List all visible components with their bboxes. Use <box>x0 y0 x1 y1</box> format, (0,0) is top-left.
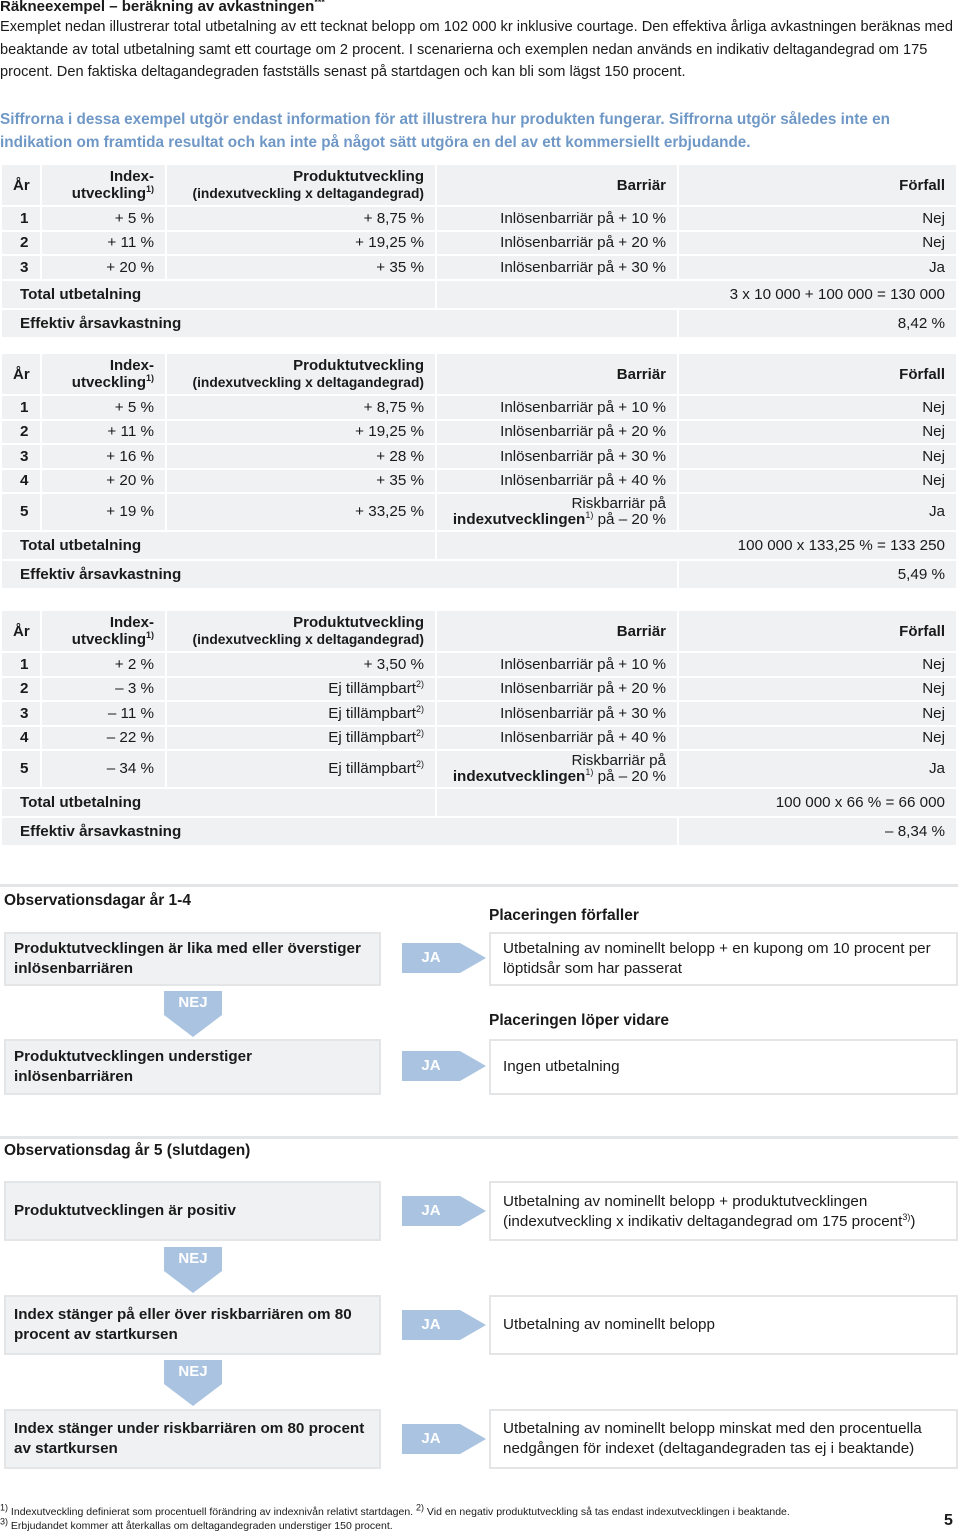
table-row: 2 + 11 % + 19,25 % Inlösenbarriär på + 20 % Nej <box>2 421 956 444</box>
total-row: Total utbetalning 100 000 x 66 % = 66 000 <box>2 789 956 816</box>
table-row: 5 – 34 % Ej tillämpbart$^{2)}$ Riskbarriär på indexutvecklingen$^{1)}$ på – 20 % Ja <box>2 751 956 787</box>
flow2-outcome-box-2: Utbetalning av nominellt belopp <box>489 1295 958 1355</box>
effective-row: Effektiv årsavkastning – 8,34 % <box>2 818 956 845</box>
scenario-table-3 <box>0 609 958 847</box>
scenario-table-2 <box>0 352 958 590</box>
header-product: Produktutveckling (indexutveckling x deltagandegrad) <box>167 611 435 651</box>
header-product: Produktutveckling (indexutveckling x deltagandegrad) <box>167 354 435 394</box>
total-row: Total utbetalning 3 x 10 000 + 100 000 = 130 000 <box>2 281 956 308</box>
flow1-continues-label: Placeringen löper vidare <box>489 1012 670 1029</box>
no-arrow: NEJ <box>164 1247 222 1297</box>
header-barrier: Barriär <box>437 165 677 205</box>
flow1-outcome-box-2: Ingen utbetalning <box>489 1039 958 1095</box>
intro-text: Exemplet nedan illustrerar total utbetalning av ett tecknat belopp om 102 000 kr inklusive courtage. Den effektiva årliga avkastningen beräknas med beaktande av total utbetalning samt ett courtage om 2 procent. I scenarierna och exemplen nedan används en indikativ deltagandegrad om 175 procent. Den faktiska deltagandegraden fastställs senast på startdagen och kan bli som lägst 150 procent. <box>0 19 953 80</box>
table-row: 3 + 16 % + 28 % Inlösenbarriär på + 30 % Nej <box>2 445 956 468</box>
table-row: 2 + 11 % + 19,25 % Inlösenbarriär på + 20 % Nej <box>2 232 956 255</box>
header-maturity: Förfall <box>679 354 956 394</box>
footnotes: $^{1)}$ Indexutveckling definierat som procentuell förändring av indexnivån relativt startdagen. $^{2)}$ Vid en negativ produktutveckling så tas endast indexutvecklingen i beaktande. $^{3)}$ Erbjudandet kommer att återkallas om deltagandegraden understiger 150 procent. <box>0 1502 790 1532</box>
total-row: Total utbetalning 100 000 x 133,25 % = 133 250 <box>2 532 956 559</box>
flow2-title: Observationsdag år 5 (slutdagen) <box>4 1142 251 1159</box>
header-year: År <box>2 165 40 205</box>
table-row: 1 + 5 % + 8,75 % Inlösenbarriär på + 10 % Nej <box>2 207 956 230</box>
header-year: År <box>2 611 40 651</box>
no-arrow: NEJ <box>164 1360 222 1410</box>
yes-arrow: JA <box>402 1051 486 1081</box>
flow2-condition-box-3: Index stänger under riskbarriären om 80 procent av startkursen <box>4 1409 381 1469</box>
yes-arrow: JA <box>402 1310 486 1340</box>
header-index: Index- utveckling$^{1)}$ <box>42 611 165 651</box>
header-barrier: Barriär <box>437 611 677 651</box>
flow1-condition-box-2: Produktutvecklingen understiger inlösenbarriären <box>4 1039 381 1095</box>
flow2-condition-box-1: Produktutvecklingen är positiv <box>4 1181 381 1241</box>
section-rule <box>0 884 958 887</box>
header-maturity: Förfall <box>679 611 956 651</box>
page-heading: Räkneexempel – beräkning av avkastningen*** <box>0 0 325 15</box>
effective-row: Effektiv årsavkastning 5,49 % <box>2 561 956 588</box>
table-row: 2 – 3 % Ej tillämpbart$^{2)}$ Inlösenbarriär på + 20 % Nej <box>2 678 956 701</box>
table-row: 4 + 20 % + 35 % Inlösenbarriär på + 40 % Nej <box>2 470 956 493</box>
flow1-outcome-box-1: Utbetalning av nominellt belopp + en kupong om 10 procent per löptidsår som har passerat <box>489 932 958 986</box>
no-arrow: NEJ <box>164 991 222 1041</box>
disclaimer-note: Siffrorna i dessa exempel utgör endast information för att illustrera hur produkten fungerar. Siffrorna utgör således inte en indikation om framtida resultat och kan inte på något sätt utgöra en del av ett kommersiellt erbjudande. <box>0 111 890 151</box>
table-row: 3 – 11 % Ej tillämpbart$^{2)}$ Inlösenbarriär på + 30 % Nej <box>2 702 956 725</box>
yes-arrow: JA <box>402 1424 486 1454</box>
flow2-outcome-box-3: Utbetalning av nominellt belopp minskat med den procentuella nedgången för indexet (deltagandegraden tas ej i beaktande) <box>489 1409 958 1469</box>
header-index: Index- utveckling$^{1)}$ <box>42 354 165 394</box>
header-product: Produktutveckling (indexutveckling x deltagandegrad) <box>167 165 435 205</box>
flow1-matures-label: Placeringen förfaller <box>489 907 639 924</box>
scenario-table-1 <box>0 163 958 339</box>
table-row: 5 + 19 % + 33,25 % Riskbarriär på indexutvecklingen$^{1)}$ på – 20 % Ja <box>2 494 956 530</box>
table-row: 1 + 5 % + 8,75 % Inlösenbarriär på + 10 % Nej <box>2 396 956 419</box>
flow2-outcome-box-1: Utbetalning av nominellt belopp + produktutvecklingen (indexutveckling x indikativ deltagandegrad om 175 procent$^{3)}$) <box>489 1181 958 1241</box>
page-number: 5 <box>944 1512 953 1529</box>
header-index: Index- utveckling$^{1)}$ <box>42 165 165 205</box>
table-row: 1 + 2 % + 3,50 % Inlösenbarriär på + 10 % Nej <box>2 653 956 676</box>
section-rule <box>0 1136 958 1139</box>
table-row: 3 + 20 % + 35 % Inlösenbarriär på + 30 % Ja <box>2 256 956 279</box>
flow1-condition-box-1: Produktutvecklingen är lika med eller överstiger inlösenbarriären <box>4 932 381 986</box>
flow2-condition-box-2: Index stänger på eller över riskbarriären om 80 procent av startkursen <box>4 1295 381 1355</box>
effective-row: Effektiv årsavkastning 8,42 % <box>2 310 956 337</box>
header-maturity: Förfall <box>679 165 956 205</box>
flow1-title: Observationsdagar år 1-4 <box>4 892 191 909</box>
table-row: 4 – 22 % Ej tillämpbart$^{2)}$ Inlösenbarriär på + 40 % Nej <box>2 727 956 750</box>
header-year: År <box>2 354 40 394</box>
yes-arrow: JA <box>402 943 486 973</box>
yes-arrow: JA <box>402 1196 486 1226</box>
header-barrier: Barriär <box>437 354 677 394</box>
